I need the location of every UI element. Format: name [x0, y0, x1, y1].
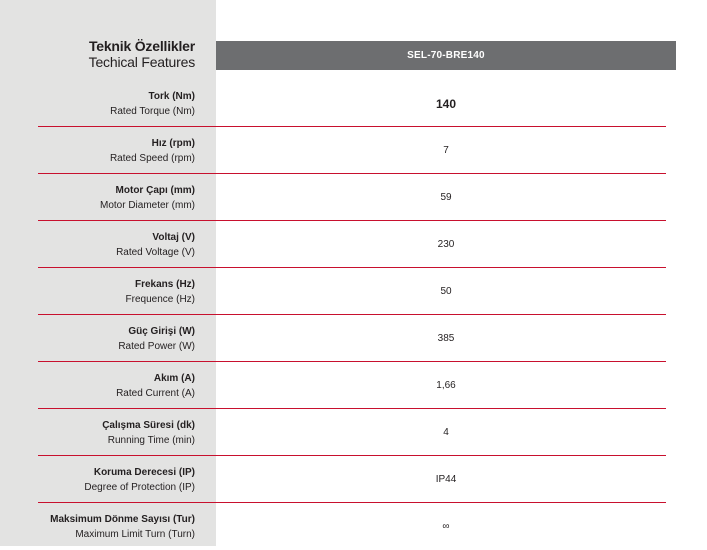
- spec-label-turkish: Güç Girişi (W): [128, 326, 195, 337]
- spec-label: [0, 136, 195, 166]
- spec-row-frequency: [0, 268, 707, 315]
- spec-label: [0, 277, 195, 307]
- spec-label: [0, 512, 195, 542]
- spec-row-speed: [0, 127, 707, 174]
- spec-row-max-turn: [0, 503, 707, 550]
- spec-label-turkish: Koruma Derecesi (IP): [93, 467, 195, 478]
- heading-turkish: Teknik Özellikler: [88, 38, 195, 54]
- model-column-header: SEL-70-BRE140: [216, 41, 676, 70]
- spec-label-english: Running Time (min): [107, 435, 195, 446]
- spec-table-heading: [0, 38, 195, 70]
- spec-label-english: Degree of Protection (IP): [84, 482, 195, 493]
- spec-label-turkish: Hız (rpm): [151, 138, 195, 149]
- spec-label: [0, 465, 195, 495]
- spec-label: [0, 230, 195, 260]
- spec-label-turkish: Voltaj (V): [152, 232, 195, 243]
- spec-label-english: Rated Speed (rpm): [109, 153, 195, 164]
- heading-english: Techical Features: [88, 54, 195, 70]
- spec-value: 1,66: [436, 380, 456, 391]
- spec-row-protection: [0, 456, 707, 503]
- spec-label: [0, 324, 195, 354]
- spec-value: 140: [435, 96, 457, 111]
- spec-label-english: Rated Current (A): [116, 388, 195, 399]
- spec-label-english: Rated Voltage (V): [116, 247, 195, 258]
- spec-label-turkish: Tork (Nm): [148, 91, 195, 102]
- spec-label-turkish: Motor Çapı (mm): [115, 185, 195, 196]
- spec-label: [0, 371, 195, 401]
- spec-label-english: Frequence (Hz): [125, 294, 195, 305]
- spec-label-english: Rated Power (W): [118, 341, 195, 352]
- spec-rows: [0, 80, 707, 550]
- spec-label-turkish: Maksimum Dönme Sayısı (Tur): [50, 514, 195, 525]
- spec-row-voltage: [0, 221, 707, 268]
- spec-label-english: Rated Torque (Nm): [110, 106, 195, 117]
- spec-label-turkish: Çalışma Süresi (dk): [102, 420, 195, 431]
- spec-value: 230: [437, 239, 455, 250]
- spec-label: [0, 89, 195, 119]
- spec-row-running-time: [0, 409, 707, 456]
- spec-value: 385: [437, 333, 455, 344]
- spec-row-power: [0, 315, 707, 362]
- spec-label-english: Motor Diameter (mm): [99, 200, 195, 211]
- spec-row-torque: [0, 80, 707, 127]
- spec-row-diameter: [0, 174, 707, 221]
- spec-label-turkish: Akım (A): [153, 373, 195, 384]
- spec-value: 4: [443, 427, 449, 438]
- spec-value: 59: [440, 192, 452, 203]
- spec-label-english: Maximum Limit Turn (Turn): [75, 529, 195, 540]
- spec-value: 7: [443, 145, 449, 156]
- spec-label: [0, 183, 195, 213]
- spec-value: ∞: [442, 521, 450, 532]
- spec-label: [0, 418, 195, 448]
- spec-row-current: [0, 362, 707, 409]
- spec-value: 50: [440, 286, 452, 297]
- spec-value: IP44: [435, 474, 457, 485]
- spec-label-turkish: Frekans (Hz): [134, 279, 195, 290]
